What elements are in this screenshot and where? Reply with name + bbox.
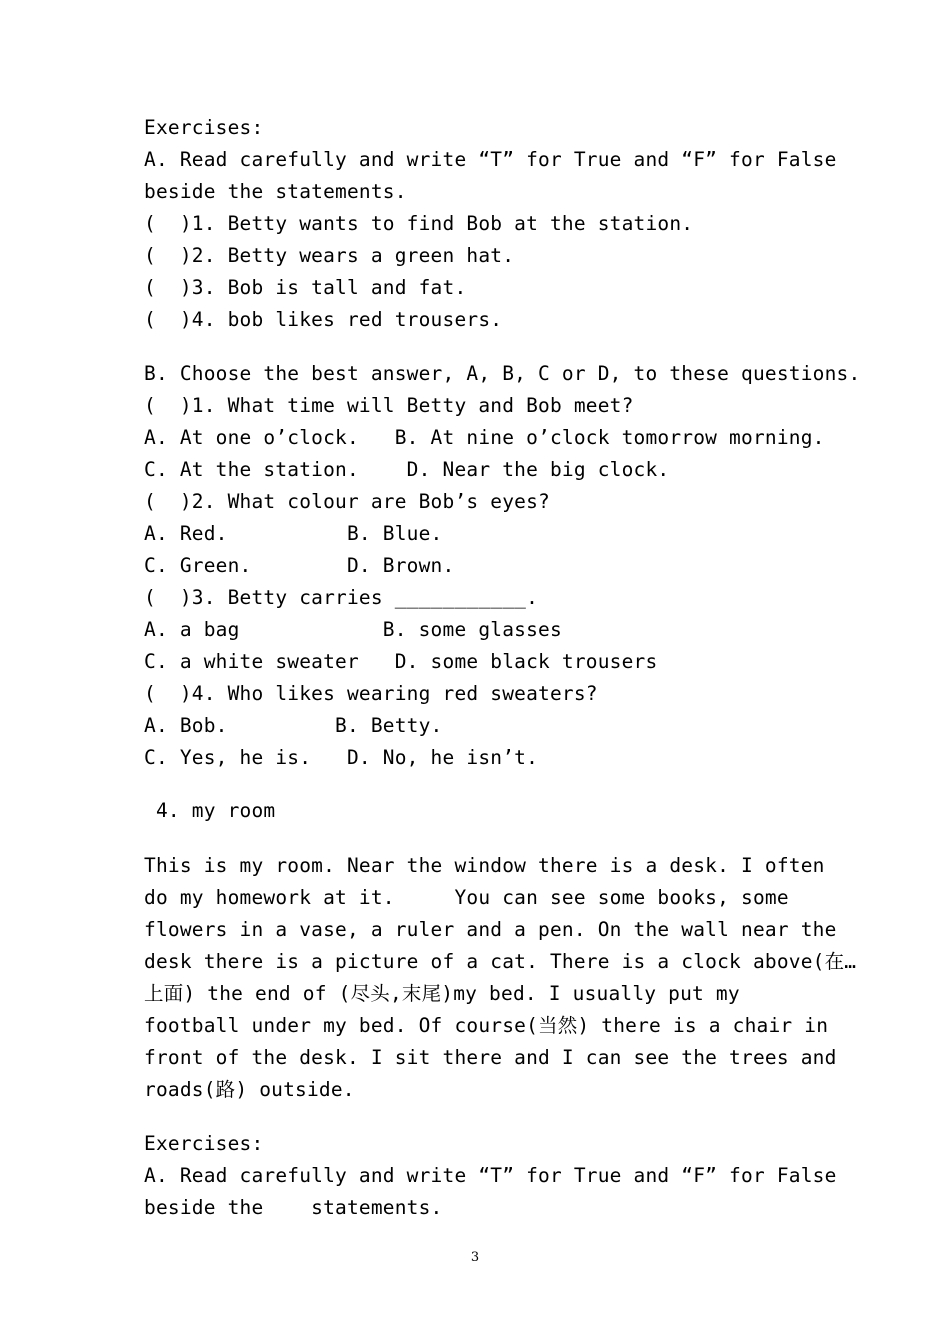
part-b-instruction: B. Choose the best answer, A, B, C or D, to these questions. bbox=[144, 362, 861, 385]
question-3-options-cd: C. a white sweater D. some black trousers bbox=[144, 650, 658, 673]
statement-4: ( )4. bob likes red trousers. bbox=[144, 308, 503, 331]
question-4-options-ab: A. Bob. B. Betty. bbox=[144, 714, 443, 737]
question-2-options-ab: A. Red. B. Blue. bbox=[144, 522, 443, 545]
exercises-heading: Exercises: bbox=[144, 116, 264, 139]
part-a-instruction-2: A. Read carefully and write “T” for True and “F” for False bbox=[144, 1164, 837, 1187]
question-1: ( )1. What time will Betty and Bob meet? bbox=[144, 394, 634, 417]
part-a-instruction-cont: beside the statements. bbox=[144, 180, 407, 203]
question-1-options-cd: C. At the station. D. Near the big clock. bbox=[144, 458, 670, 481]
part-a-instruction-2-cont: beside the statements. bbox=[144, 1196, 443, 1219]
question-4-options-cd: C. Yes, he is. D. No, he isn’t. bbox=[144, 746, 539, 769]
passage-line: This is my room. Near the window there is a desk. I often bbox=[144, 854, 825, 877]
statement-2: ( )2. Betty wears a green hat. bbox=[144, 244, 515, 267]
section-title: 4. my room bbox=[144, 799, 276, 822]
passage-line: roads(路) outside. bbox=[144, 1078, 355, 1101]
passage-line: flowers in a vase, a ruler and a pen. On the wall near the bbox=[144, 918, 837, 941]
passage-line: desk there is a picture of a cat. There is a clock above(在… bbox=[144, 950, 857, 973]
exercises-heading-2: Exercises: bbox=[144, 1132, 264, 1155]
question-3-options-ab: A. a bag B. some glasses bbox=[144, 618, 562, 641]
statement-1: ( )1. Betty wants to find Bob at the station. bbox=[144, 212, 694, 235]
question-2: ( )2. What colour are Bob’s eyes? bbox=[144, 490, 550, 513]
passage-line: front of the desk. I sit there and I can see the trees and bbox=[144, 1046, 837, 1069]
passage-line: football under my bed. Of course(当然) there is a chair in bbox=[144, 1014, 829, 1037]
part-a-instruction: A. Read carefully and write “T” for True and “F” for False bbox=[144, 148, 837, 171]
question-1-options-ab: A. At one o’clock. B. At nine o’clock tomorrow morning. bbox=[144, 426, 825, 449]
page-number: 3 bbox=[470, 1250, 480, 1265]
question-3: ( )3. Betty carries ___________. bbox=[144, 586, 539, 609]
question-4: ( )4. Who likes wearing red sweaters? bbox=[144, 682, 598, 705]
statement-3: ( )3. Bob is tall and fat. bbox=[144, 276, 467, 299]
passage-line: do my homework at it. You can see some books, some bbox=[144, 886, 789, 909]
passage-line: 上面) the end of (尽头,末尾)my bed. I usually put my bbox=[144, 982, 740, 1005]
question-2-options-cd: C. Green. D. Brown. bbox=[144, 554, 455, 577]
